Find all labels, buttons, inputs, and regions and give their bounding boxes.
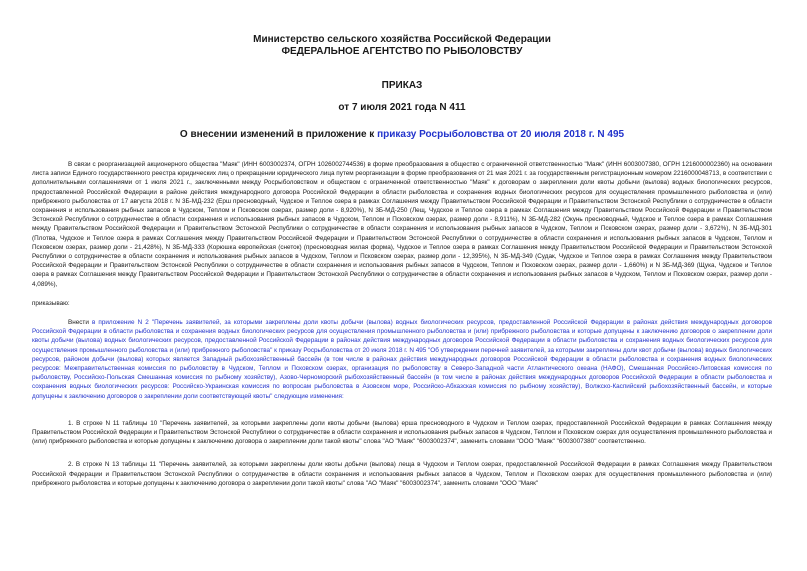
paragraph-item-2: 2. В строке N 13 таблицы 11 "Перечень заявителей, за которыми закреплены доли квоты добычи (вылова) леща в Чудском и Теплом озерах, предоставленной Российской Федерации в рамках Соглашения между Правительством Российской Федерации и Правительством Эстонской Республики о сотрудничестве в области сохранения и использования рыбных запасов в Чудском, Теплом и Псковском озерах для осуществления промышленного рыболовства и (или) прибрежного рыболовства и которые допущены к заключению договора о закреплении доли такой квоты" слова "АО "Маяк" "6003002374", заменить словами "ООО "Маяк"	[32, 461, 772, 487]
title-link-order-495[interactable]: приказу Росрыболовства от 20 июля 2018 г. N 495	[377, 129, 625, 140]
paragraph-prikazyvayu: приказываю:	[32, 299, 70, 307]
paragraph-preamble: В связи с реорганизацией акционерного общества "Маяк" (ИНН 6003002374, ОГРН 1026002744536) в форме преобразования в общество с ограниченной ответственностью "Маяк" (ИНН 6003007380, ОГРН 1216000002360) на основании листа записи Единого государственного реестра юридических лиц о прекращении юридического лица путем реорганизации в форме преобразования от 21 мая 2021 г. за государственным регистрационным номером 2216000048713, в соответствии с дополнительными соглашениями от 1 июля 2021 г., заключенными между Росрыболовством и обществом с ограниченной ответственностью "Маяк" к договорам о закреплении доли квоты добычи (вылова) водных биологических ресурсов, предоставленной Российской Федерации в районе действия международного договора Российской Федерации в области рыболовства и сохранения водных биологических ресурсов для осуществления промышленного рыболовства и (или) прибрежного рыболовства от 17 августа 2018 г. N 3Б-МД-232 (Ерш пресноводный, Чудское и Теплое озера в рамках Соглашения между Правительством Российской Федерации и Правительством Эстонской Республики о сотрудничестве в области сохранения и использования рыбных запасов в Чудском, Теплом и Псковском озерах, размер доли - 8,920%), N 3Б-МД-250 (Лещ, Чудское и Теплое озера в рамках Соглашения между Правительством Российской Федерации и Правительством Эстонской Республики о сотрудничестве в области сохранения и использования рыбных запасов в Чудском, Теплом и Псковском озерах, размер доли - 8,911%), N 3Б-МД-282 (Окунь пресноводный, Чудское и Теплое озера в рамках Соглашения между Правительством Российской Федерации и Правительством Эстонской Республики о сотрудничестве в области сохранения и использования рыбных запасов в Чудском, Теплом и Псковском озерах, размер доли - 3,672%), N 3Б-МД-301 (Плотва, Чудское и Теплое озера в рамках Соглашения между Правительством Российской Федерации и Правительством Эстонской Республики о сотрудничестве в области сохранения и использования рыбных запасов в Чудском, Теплом и Псковском озерах, размер доли - 21,428%), N 3Б-МД-333 (Корюшка европейская (снеток) (пресноводная жилая форма), Чудское и Теплое озера в рамках Соглашения между Правительством Российской Федерации и Правительством Эстонской Республики о сотрудничестве в области сохранения и использования рыбных запасов в Чудском, Теплом и Псковском озерах, размер доли - 12,395%), N 3Б-МД-349 (Судак, Чудское и Теплое озера в рамках Соглашения между Правительством Российской Федерации и Правительством Эстонской Республики о сотрудничестве в области сохранения и использования рыбных запасов в Чудском, Теплом и Псковском озерах, размер доли - 1,660%) и N 3Б-МД-369 (Щука, Чудское и Теплое озера в рамках Соглашения между Правительством Российской Федерации и Правительством Эстонской Республики о сотрудничестве в области сохранения и использования рыбных запасов в Чудском, Теплом и Псковском озерах, размер доли - 4,089%),	[32, 161, 772, 288]
text-span-linked: "Об утверждении перечней заявителей, за которыми закреплены доли квот добычи (вылова) водных биологических ресурсов, районом добычи (вылова) которых является Западный рыбохозяйственный бассейн (в том числе в районах действия международных договоров Российской Федерации в области рыболовства и сохранения водных биологических ресурсов: Межправительственная комиссия по рыболовству в Чудском, Теплом и Псковском озерах, организация по рыболовству в Северо-Западной части Атлантического океана (НАФО), Смешанная Российско-Литовская комиссия по рыболовству, Российско-Польская Смешанная комиссия по рыбному хозяйству), Азово-Черноморский рыбохозяйственный бассейн (в том числе в районах действия международных договоров Российской Федерации в области рыболовства и сохранения водных биологических ресурсов: Российско-Украинская комиссия по вопросам рыболовства в Азовском море, Российско-Абхазская комиссия по рыбному хозяйству), Волжско-Каспийский рыбохозяйственный бассейн, и которые допущены к заключению договоров о закреплении доли соответствующей квоты" следующие изменения:	[32, 346, 772, 400]
paragraph-main	[32, 318, 772, 401]
link-order-495[interactable]: приказу Росрыболовства от 20 июля 2018 г. N 495	[278, 346, 427, 354]
ministry-name: Министерство сельского хозяйства Российской Федерации	[253, 34, 551, 45]
title-prefix: О внесении изменений в приложение к	[179, 129, 378, 140]
link-appendix-2[interactable]: в приложение N 2	[91, 319, 149, 327]
paragraph-item-1: 1. В строке N 11 таблицы 10 "Перечень заявителей, за которыми закреплены доли квоты добычи (вылова) ерша пресноводного в Чудском и Теплом озерах, предоставленной Российской Федерации в рамках Соглашения между Правительством Российской Федерации и Правительством Эстонской Республики о сотрудничестве в области сохранения и использования рыбных запасов в Чудском, Теплом и Псковском озерах для осуществления промышленного рыболовства и (или) прибрежного рыболовства и которые допущены к заключению договора о закреплении доли такой квоты" слова "АО "Маяк" "6003002374", заменить словами "ООО "Маяк" "6003007380" соответственно.	[32, 419, 772, 446]
document-type: ПРИКАЗ	[381, 80, 423, 91]
document-page	[32, 34, 772, 488]
text-span-linked: "Перечень заявителей, за которыми закреплены доли квоты добычи (вылова) водных биологических ресурсов, предоставленной Российской Федерации в районах действия международных договоров Российской Федерации в области рыболовства и сохранения водных биологических ресурсов для осуществления промышленного рыболовства и (или) прибрежного рыболовства и которые допущены к заключению договоров о закреплении доли квоты добычи (вылова) водных биологических ресурсов, предоставленной Российской Федерации в районах действия международных договоров Российской Федерации в области рыболовства и сохранения водных биологических ресурсов для осуществления промышленного рыболовства и (или) прибрежного рыболовства" к	[32, 319, 772, 354]
document-title	[32, 129, 772, 141]
document-date-number: от 7 июля 2021 года N 411	[338, 102, 466, 113]
document-header	[32, 34, 772, 114]
text-span: Внести	[68, 319, 92, 327]
agency-name: ФЕДЕРАЛЬНОЕ АГЕНТСТВО ПО РЫБОЛОВСТВУ	[281, 46, 523, 57]
